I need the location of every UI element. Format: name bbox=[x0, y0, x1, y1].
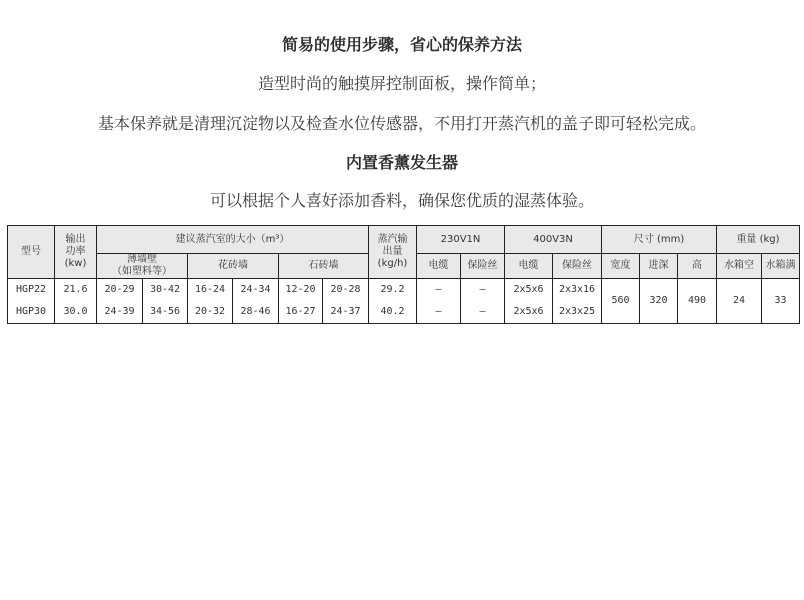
cell-fuse-400: 2x3x25 bbox=[553, 301, 602, 324]
col-header-dimensions: 尺寸 (mm) bbox=[602, 226, 717, 254]
col-header-stone-wall: 石砖墙 bbox=[279, 254, 369, 279]
cell-stone-a: 12-20 bbox=[279, 279, 323, 302]
col-header-400v: 400V3N bbox=[505, 226, 602, 254]
cell-tank-empty: 24 bbox=[717, 279, 762, 324]
col-header-fuse-230: 保险丝 bbox=[461, 254, 505, 279]
col-header-fuse-400: 保险丝 bbox=[553, 254, 602, 279]
cell-steam: 29.2 bbox=[369, 279, 417, 302]
cell-tank-full: 33 bbox=[762, 279, 800, 324]
cell-thin-a: 20-29 bbox=[97, 279, 143, 302]
steam-unit: (kg/h) bbox=[377, 258, 408, 269]
col-header-width: 宽度 bbox=[602, 254, 640, 279]
cell-cable-400: 2x5x6 bbox=[505, 301, 553, 324]
col-header-power bbox=[55, 226, 97, 279]
cell-model: HGP30 bbox=[8, 301, 55, 324]
col-header-tank-full: 水箱满 bbox=[762, 254, 800, 279]
thin-wall-label: 薄墙壁 bbox=[127, 254, 157, 265]
cell-thin-b: 30-42 bbox=[143, 279, 188, 302]
cell-power: 21.6 bbox=[55, 279, 97, 302]
cell-cable-400: 2x5x6 bbox=[505, 279, 553, 302]
col-header-height: 高 bbox=[678, 254, 717, 279]
cell-power: 30.0 bbox=[55, 301, 97, 324]
col-header-cable-400: 电缆 bbox=[505, 254, 553, 279]
col-header-room-size: 建议蒸汽室的大小（m³） bbox=[97, 226, 369, 254]
cell-thin-b: 34-56 bbox=[143, 301, 188, 324]
cell-cable-230: – bbox=[417, 301, 461, 324]
cell-fuse-230: – bbox=[461, 301, 505, 324]
col-header-230v: 230V1N bbox=[417, 226, 505, 254]
steam-label-2: 出量 bbox=[382, 246, 403, 257]
cell-stone-a: 16-27 bbox=[279, 301, 323, 324]
cell-steam: 40.2 bbox=[369, 301, 417, 324]
section-heading-aroma: 内置香薰发生器 bbox=[345, 153, 458, 172]
cell-width: 560 bbox=[602, 279, 640, 324]
paragraph-aroma: 可以根据个人喜好添加香料，确保您优质的湿蒸体验。 bbox=[209, 191, 594, 210]
power-unit: (kw) bbox=[64, 258, 87, 269]
col-header-cable-230: 电缆 bbox=[417, 254, 461, 279]
col-header-depth: 进深 bbox=[640, 254, 678, 279]
col-header-weight: 重量 (kg) bbox=[717, 226, 800, 254]
cell-tile-b: 28-46 bbox=[233, 301, 279, 324]
col-header-model: 型号 bbox=[8, 226, 55, 279]
table-header-row bbox=[8, 226, 800, 254]
col-header-thin-wall bbox=[97, 254, 188, 279]
steam-label-1: 蒸汽输 bbox=[377, 234, 408, 245]
table-row bbox=[8, 279, 800, 302]
col-header-tank-empty: 水箱空 bbox=[717, 254, 762, 279]
cell-stone-b: 24-37 bbox=[323, 301, 369, 324]
col-header-steam-output bbox=[369, 226, 417, 279]
cell-tile-b: 24-34 bbox=[233, 279, 279, 302]
thin-wall-note: （如塑料等） bbox=[112, 266, 172, 277]
power-label-2: 功率 bbox=[65, 246, 86, 257]
cell-tile-a: 16-24 bbox=[188, 279, 233, 302]
cell-fuse-230: – bbox=[461, 279, 505, 302]
cell-depth: 320 bbox=[640, 279, 678, 324]
cell-fuse-400: 2x3x16 bbox=[553, 279, 602, 302]
spec-table bbox=[7, 225, 800, 324]
cell-tile-a: 20-32 bbox=[188, 301, 233, 324]
cell-model: HGP22 bbox=[8, 279, 55, 302]
cell-thin-a: 24-39 bbox=[97, 301, 143, 324]
section-heading-maintenance: 简易的使用步骤，省心的保养方法 bbox=[281, 35, 522, 54]
power-label-1: 输出 bbox=[65, 234, 86, 245]
cell-height: 490 bbox=[678, 279, 717, 324]
cell-stone-b: 20-28 bbox=[323, 279, 369, 302]
paragraph-maintenance: 基本保养就是清理沉淀物以及检查水位传感器，不用打开蒸汽机的盖子即可轻松完成。 bbox=[97, 114, 706, 133]
paragraph-control-panel: 造型时尚的触摸屏控制面板，操作简单； bbox=[257, 74, 546, 93]
col-header-tile-wall: 花砖墙 bbox=[188, 254, 279, 279]
cell-cable-230: – bbox=[417, 279, 461, 302]
